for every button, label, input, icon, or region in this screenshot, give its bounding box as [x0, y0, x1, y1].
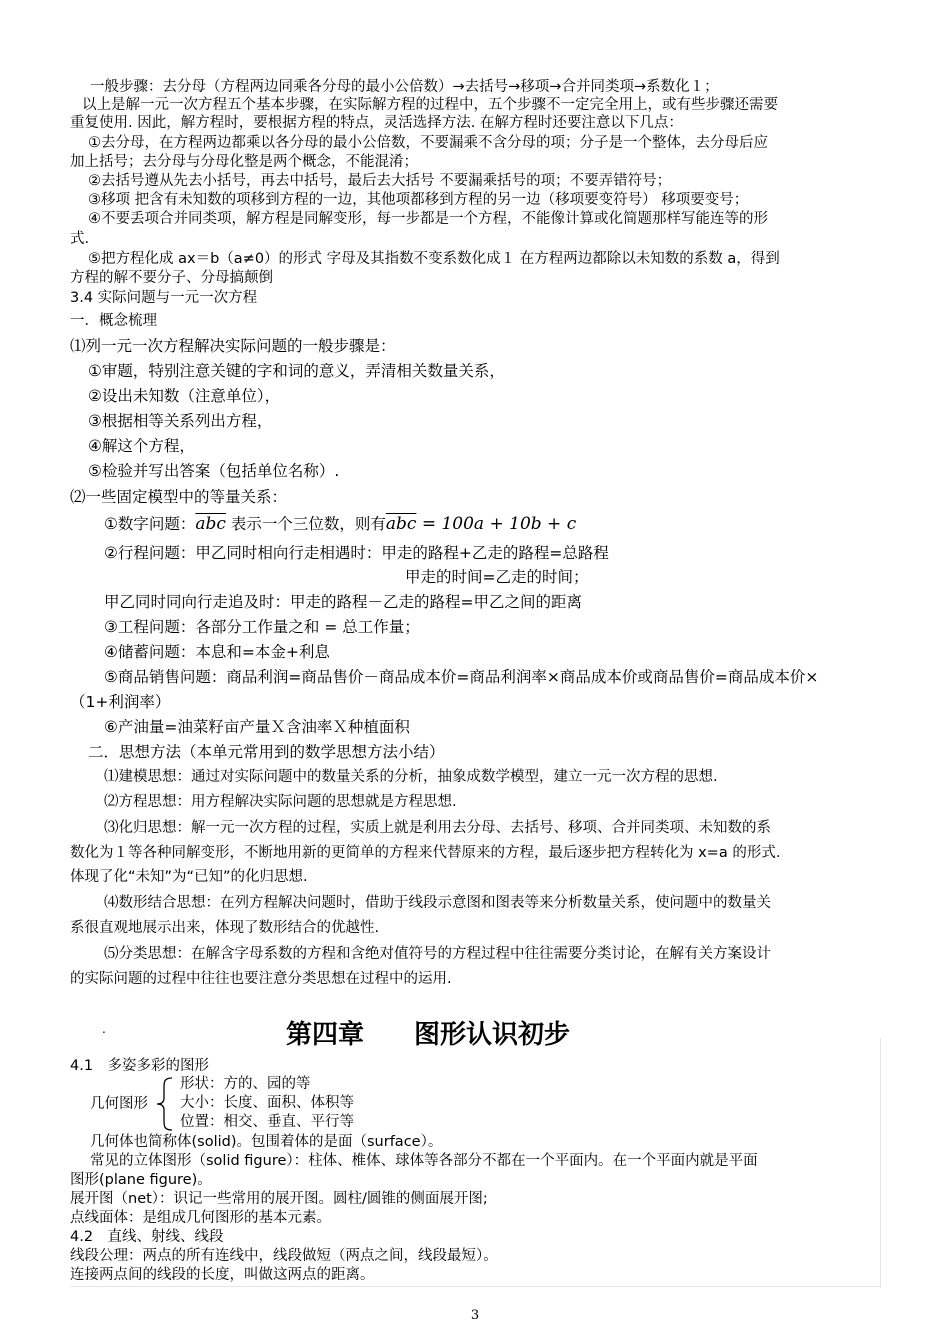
note-5-line2: 方程的解不要分子、分母搞颠倒: [70, 270, 273, 286]
common-solids-line1: 常见的立体图形（solid figure）：柱体、椎体、球体等各部分不都在一个平面内。在一个平面内就是平面: [90, 1153, 758, 1169]
model-number-text: 表示一个三位数，则有: [225, 515, 386, 533]
model-savings: ④储蓄问题：本息和=本金+利息: [104, 643, 330, 661]
step-1: ①审题，特别注意关键的字和词的意义，弄清相关数量关系，: [88, 362, 505, 380]
geometry-size: 大小：长度、面积、体积等: [180, 1095, 354, 1111]
chapter-number: 第四章: [286, 1020, 365, 1050]
model-sales-line2: （1+利润率）: [70, 693, 171, 711]
model-number-problem: [104, 514, 576, 534]
page-number: 3: [470, 1308, 480, 1323]
model-sales-line1: ⑤商品销售问题：商品利润=商品售价－商品成本价=商品利润率×商品成本价或商品售价=商品成本价×: [104, 668, 819, 686]
methods-heading: 二．思想方法（本单元常用到的数学思想方法小结）: [88, 743, 445, 761]
geometry-position: 位置：相交、垂直、平行等: [180, 1114, 354, 1130]
method-classification-line2: 的实际问题的过程中往往也要注意分类思想在过程中的运用.: [70, 971, 452, 987]
method-classification-line1: ⑸分类思想：在解含字母系数的方程和含绝对值符号的方程过程中往往需要分类讨论，在解有关方案设计: [104, 946, 771, 962]
segment-axiom: 线段公理：两点的所有连线中，线段做短（两点之间，线段最短）。: [70, 1248, 498, 1264]
model-number-label: ①数字问题：: [104, 515, 196, 533]
net-definition: 展开图（net）：识记一些常用的展开图。圆柱/圆锥的侧面展开图;: [70, 1191, 488, 1207]
model-travel-chase: 甲乙同时同向行走追及时：甲走的路程－乙走的路程=甲乙之间的距离: [104, 593, 582, 611]
method-shape-number-line1: ⑷数形结合思想：在列方程解决问题时，借助于线段示意图和图表等来分析数量关系，使问题中的数量关: [104, 895, 771, 911]
step-4: ④解这个方程，: [88, 437, 195, 455]
step-3: ③根据相等关系列出方程，: [88, 412, 273, 430]
model-oil: ⑥产油量=油菜籽亩产量Ｘ含油率Ｘ种植面积: [104, 718, 410, 736]
solid-definition: 几何体也简称体(solid)。包围着体的是面（surface）。: [90, 1134, 443, 1150]
abc-symbol-2: $\overline{abc}$: [385, 514, 417, 534]
abc-symbol: $\overline{abc}$: [195, 514, 226, 534]
note-2: ②去括号遵从先去小括号，再去中括号，最后去大括号 不要漏乘括号的项；不要弄错符号；: [88, 173, 672, 189]
method-reduction-line1: ⑶化归思想：解一元一次方程的过程，实质上就是利用去分母、去括号、移项、合并同类项、未知数的系: [104, 820, 771, 836]
chapter-title: 图形认识初步: [414, 1020, 571, 1050]
curly-brace-icon: [150, 1076, 178, 1132]
step-5: ⑤检验并写出答案（包括单位名称）.: [88, 462, 340, 480]
note-4-line2: 式.: [70, 231, 90, 247]
section-3-4-heading: 3.4 实际问题与一元一次方程: [70, 290, 258, 306]
box-bottom-border: [70, 1286, 881, 1287]
geometry-label: 几何图形: [90, 1096, 148, 1112]
chapter-dot: .: [102, 1022, 106, 1036]
distance-definition: 连接两点间的线段的长度，叫做这两点的距离。: [70, 1267, 375, 1283]
method-reduction-line2: 数化为１等各种同解变形，不断地用新的更简单的方程来代替原来的方程，最后逐步把方程转化为 x=a 的形式.: [70, 845, 781, 861]
model-work: ③工程问题：各部分工作量之和 = 总工作量；: [104, 618, 420, 636]
step-2: ②设出未知数（注意单位），: [88, 387, 281, 405]
section-4-2-heading: 4.2 直线、射线、线段: [70, 1229, 224, 1245]
box-right-border: [880, 1038, 881, 1288]
chapter-4-title: [0, 1010, 950, 1050]
general-steps: 一般步骤：去分母（方程两边同乘各分母的最小公倍数）→去括号→移项→合并同类项→系数化１；: [90, 79, 719, 95]
concept-heading: 一．概念梳理: [70, 313, 157, 329]
general-steps-title: ⑴列一元一次方程解决实际问题的一般步骤是：: [70, 337, 396, 355]
models-title: ⑵一些固定模型中的等量关系：: [70, 488, 288, 506]
steps-intro-line1: 以上是解一元一次方程五个基本步骤，在实际解方程的过程中，五个步骤不一定完全用上，或有些步骤还需要: [82, 97, 778, 113]
note-5-line1: ⑤把方程化成 ax＝b（a≠0）的形式 字母及其指数不变系数化成１ 在方程两边都除以未知数的系数 a，得到: [88, 251, 780, 267]
note-1-line1: ①去分母，在方程两边都乘以各分母的最小公倍数，不要漏乘不含分母的项；分子是一个整体，去分母后应: [88, 135, 768, 151]
method-shape-number-line2: 系很直观地展示出来，体现了数形结合的优越性.: [70, 920, 380, 936]
section-4-1-heading: 4.1 多姿多彩的图形: [70, 1058, 210, 1074]
model-travel-meet: ②行程问题：甲乙同时相向行走相遇时：甲走的路程+乙走的路程=总路程: [104, 544, 609, 562]
steps-intro-line2: 重复使用. 因此，解方程时，要根据方程的特点，灵活选择方法. 在解方程时还要注意以下几点：: [70, 115, 683, 131]
method-equation: ⑵方程思想：用方程解决实际问题的思想就是方程思想.: [104, 794, 457, 810]
note-3: ③移项 把含有未知数的项移到方程的一边，其他项都移到方程的另一边（移项要变符号） 移项要变号；: [88, 192, 749, 208]
abc-formula: = 100a + 10b + c: [416, 514, 577, 534]
note-1-line2: 加上括号；去分母与分母化整是两个概念，不能混淆；: [70, 154, 418, 170]
geometry-shape: 形状：方的、园的等: [180, 1076, 311, 1092]
note-4-line1: ④不要丢项合并同类项，解方程是同解变形，每一步都是一个方程，不能像计算或化简题那样写能连等的形: [88, 211, 768, 227]
model-travel-time: 甲走的时间=乙走的时间；: [405, 568, 589, 586]
method-reduction-line3: 体现了化“未知”为“已知”的化归思想.: [70, 869, 308, 885]
method-modeling: ⑴建模思想：通过对实际问题中的数量关系的分析，抽象成数学模型，建立一元一次方程的思想.: [104, 769, 718, 785]
common-solids-line2: 图形(plane figure)。: [70, 1172, 212, 1188]
basic-elements: 点线面体：是组成几何图形的基本元素。: [70, 1210, 331, 1226]
